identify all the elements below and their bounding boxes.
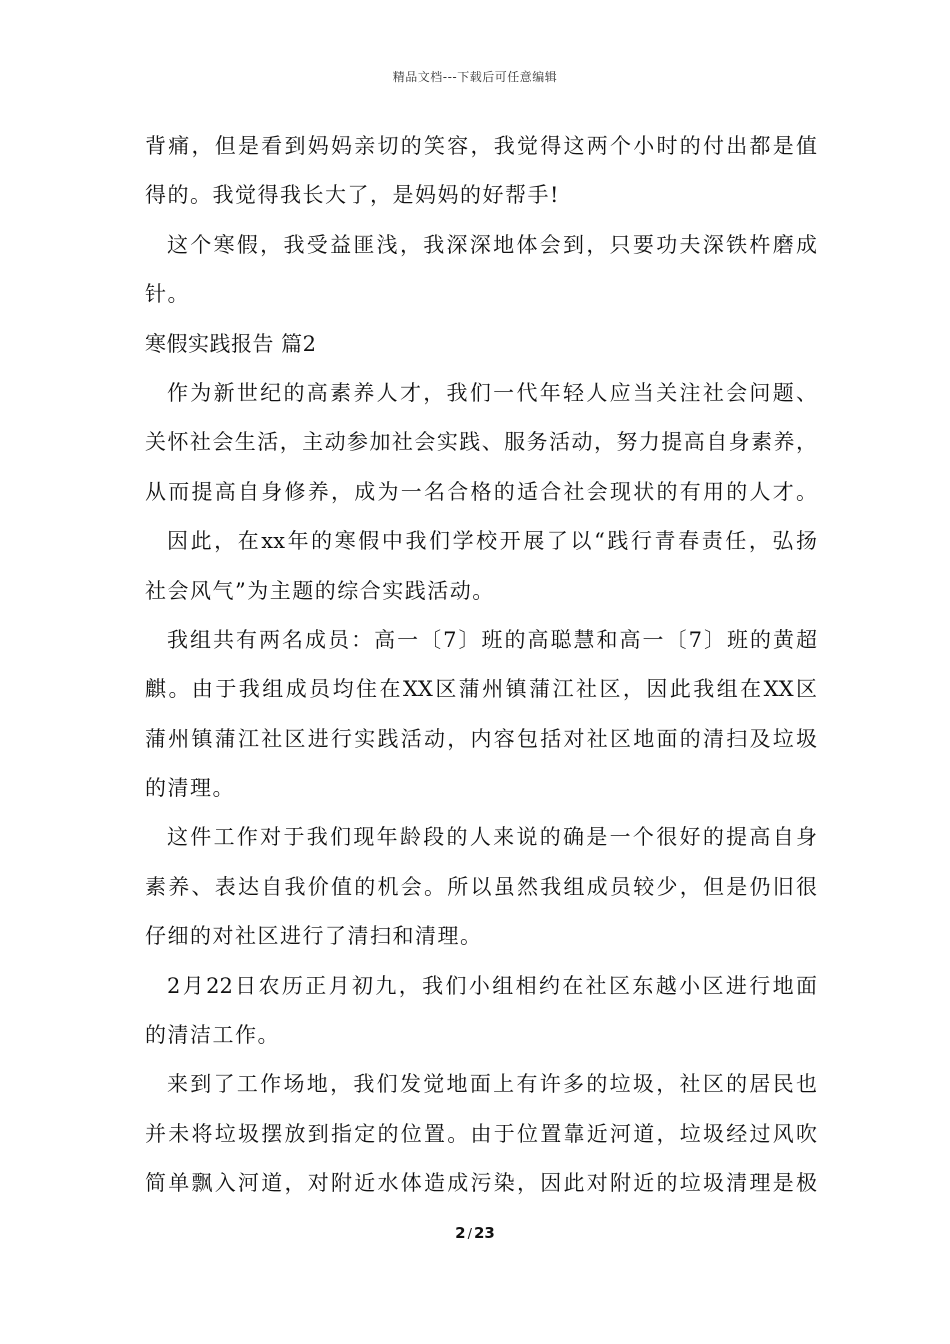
text-line: 我组共有两名成员：高一〔7〕班的高聪慧和高一〔7〕班的黄超	[167, 627, 817, 652]
text-line: 来到了工作场地，我们发觉地面上有许多的垃圾，社区的居民也	[167, 1072, 817, 1097]
text-line: 得的。我觉得我长大了，是妈妈的好帮手!	[145, 183, 560, 208]
text-line: 仔细的对社区进行了清扫和清理。	[145, 924, 483, 949]
text-line: 社会风气”为主题的综合实践活动。	[145, 578, 495, 603]
body-text	[145, 122, 817, 1209]
text-line: 并未将垃圾摆放到指定的位置。由于位置靠近河道，垃圾经过风吹	[145, 1121, 817, 1146]
page-header: 精品文档---下载后可任意编辑	[392, 70, 558, 84]
text-line: 针。	[145, 282, 190, 307]
text-line: 蒲州镇蒲江社区进行实践活动，内容包括对社区地面的清扫及垃圾	[145, 726, 817, 751]
text-line: 简单飘入河道，对附近水体造成污染，因此对附近的垃圾清理是极	[145, 1171, 817, 1196]
text-line: 素养、表达自我价值的机会。所以虽然我组成员较少，但是仍旧很	[145, 874, 817, 899]
text-line: 作为新世纪的高素养人才，我们一代年轻人应当关注社会问题、	[167, 380, 817, 405]
text-line: 麒。由于我组成员均住在XX区蒲州镇蒲江社区，因此我组在XX区	[145, 677, 817, 702]
text-line: 从而提高自身修养，成为一名合格的适合社会现状的有用的人才。	[145, 479, 817, 504]
text-line: 的清洁工作。	[145, 1023, 280, 1048]
text-line: 2月22日农历正月初九，我们小组相约在社区东越小区进行地面	[167, 973, 817, 998]
page-number	[0, 1224, 950, 1242]
text-line: 这件工作对于我们现年龄段的人来说的确是一个很好的提高自身	[167, 825, 817, 850]
text-line: 这个寒假，我受益匪浅，我深深地体会到，只要功夫深铁杵磨成	[167, 232, 817, 257]
text-line: 的清理。	[145, 776, 235, 801]
text-line: 背痛，但是看到妈妈亲切的笑容，我觉得这两个小时的付出都是值	[145, 134, 817, 158]
current-page-number: 2	[455, 1224, 466, 1242]
page-separator: /	[467, 1227, 472, 1242]
section-heading: 寒假实践报告 篇2	[145, 331, 317, 356]
total-pages-number: 23	[473, 1224, 495, 1242]
text-line: 关怀社会生活，主动参加社会实践、服务活动，努力提高自身素养，	[145, 430, 817, 455]
text-line: 因此，在xx年的寒假中我们学校开展了以“践行青春责任，弘扬	[167, 529, 817, 554]
